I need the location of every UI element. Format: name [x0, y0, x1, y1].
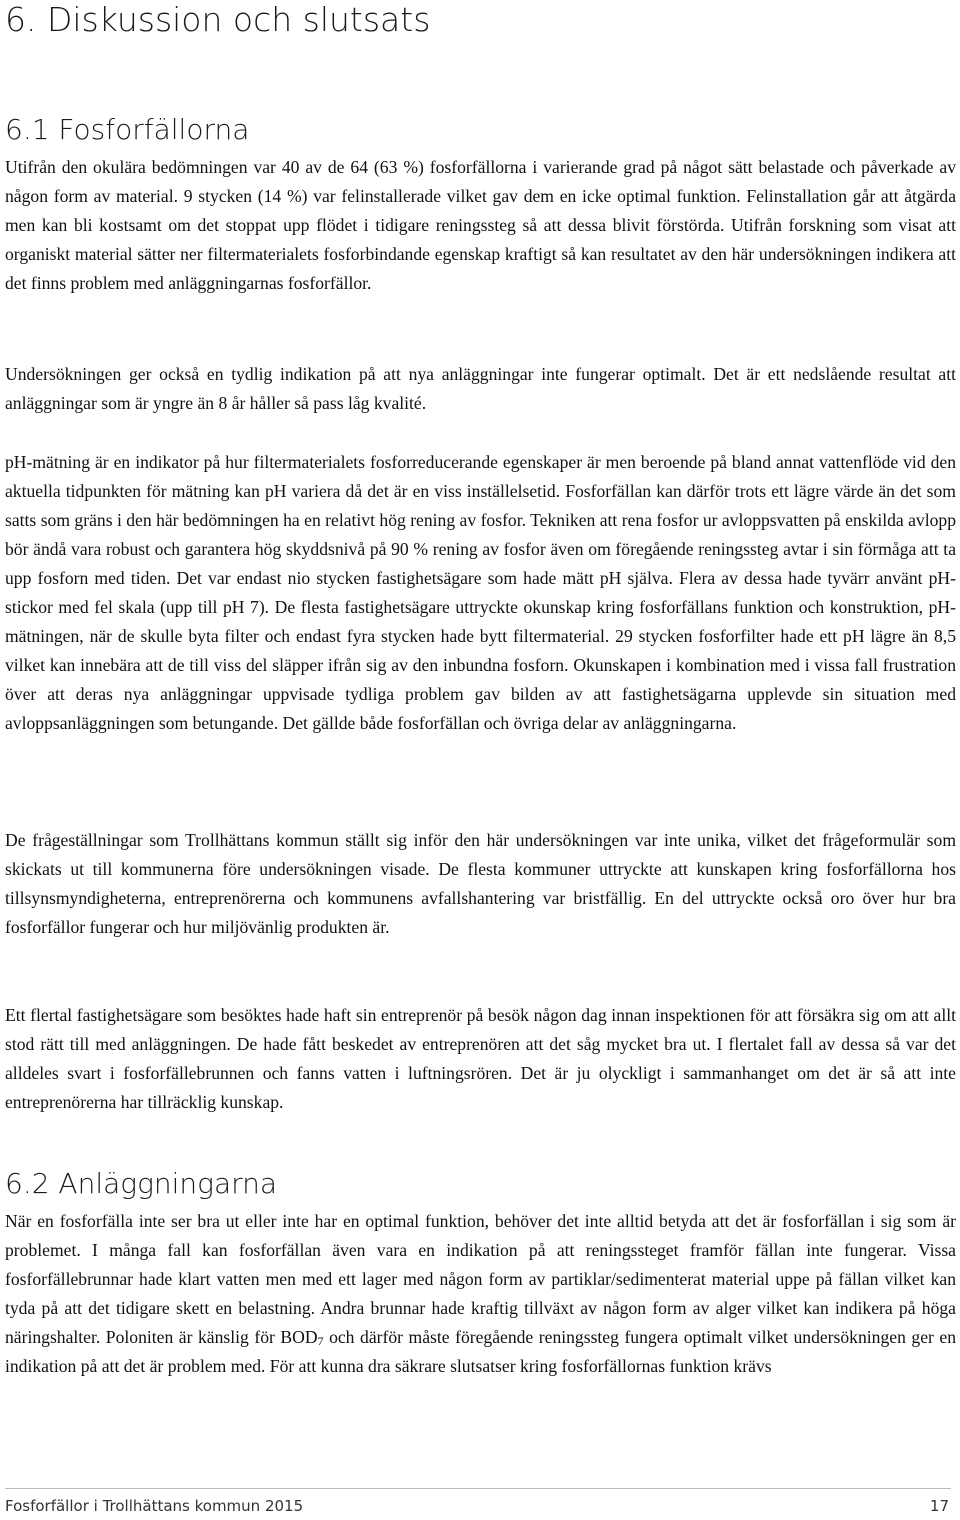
chapter-heading: 6. Diskussion och slutsats: [5, 0, 431, 39]
paragraph: Utifrån den okulära bedömningen var 40 av de 64 (63 %) fosforfällorna i varierande grad på något sätt belastade och påverkade av någon form av material. 9 stycken (14 %) var felinstallerade vilket gav dem en icke optimal funktion. Felinstallation går att åtgärda men kan bli kostsamt om det stoppat upp flödet i tidigare reningssteg så att dessa blivit förstörda. Utifrån forskning som visat att organiskt material sätter ner filtermaterialets fosforbindande egenskap kraftigt så kan resultatet av den här undersökningen indikera att det finns problem med anläggningarnas fosforfällor.: [5, 157, 956, 293]
paragraph-text: När en fosforfälla inte ser bra ut eller inte har en optimal funktion, behöver det inte alltid betyda att det är fosforfällan i sig som är problemet. I många fall kan fosforfällan även vara en indikation på att reningssteget framför fällan inte fungerar. Vissa fosforfällebrunnar hade klart vatten men med ett lager med någon form av partiklar/sedimenterat material uppe på fällan vilket kan tyda på att det tidigare skett en belastning. Andra brunnar hade kraftig tillväxt av någon form av alger vilket kan indikera på höga näringshalter. Poloniten är känslig för BOD: [5, 1211, 956, 1347]
footer-title: Fosforfällor i Trollhättans kommun 2015: [5, 1497, 304, 1515]
paragraph: pH-mätning är en indikator på hur filtermaterialets fosforreducerande egenskaper är men beroende på bland annat vattenflöde vid den aktuella tidpunkten för mätning kan pH variera då det är en viss inställelsetid. Fosforfällan kan därför trots ett lägre värde än det som satts som gräns i den här bedömningen ha en relativt hög rening av fosfor. Tekniken att rena fosfor ur avloppsvatten på enskilda avlopp bör ändå vara robust och garantera hög skyddsnivå på 90 % rening av fosfor även om föregående reningssteg avtar i sin förmåga att ta upp fosforn med tiden. Det var endast nio stycken fastighetsägare som hade mätt pH själva. Flera av dessa hade tyvärr använt pH-stickor med fel skala (upp till pH 7). De flesta fastighetsägare uttryckte okunskap kring fosforfällans funktion och konstruktion, pH-mätningen, när de skulle byta filter och endast fyra stycken hade bytt filtermaterial. 29 stycken fosforfilter hade ett pH lägre än 8,5 vilket kan innebära att de till viss del släpper ifrån sig av den inbundna fosforn. Okunskapen i kombination med i vissa fall frustration över att deras nya anläggningar uppvisade tydliga problem gav bilden av att fastighetsägarna upplevde sin situation med avloppsanläggningen som betungande. Det gällde både fosforfällan och övriga delar av anläggningarna.: [5, 452, 956, 733]
paragraph: [5, 1207, 956, 1381]
paragraph: Ett flertal fastighetsägare som besöktes hade haft sin entreprenör på besök någon dag innan inspektionen för att försäkra sig om att allt stod rätt till med anläggningen. De hade fått beskedet av entreprenören att det såg mycket bra ut. I flertalet fall av dessa så var det alldeles svart i fosforfällebrunnen och fanns vatten i luftningsrören. Det är ju olyckligt i sammanhanget om det är så att inte entreprenörerna har tillräcklig kunskap.: [5, 1005, 956, 1112]
paragraph-text: och därför måste föregående reningssteg fungera optimalt vilket undersökningen ger en indikation på att det är problem med. För att kunna dra säkrare slutsatser kring fosforfällornas funktion krävs: [5, 1327, 957, 1376]
paragraph: De frågeställningar som Trollhättans kommun ställt sig inför den här undersökningen var inte unika, vilket det frågeformulär som skickats ut till kommunerna före undersökningen visade. De flesta kommuner uttryckte att kunskapen kring fosforfällorna hos tillsynsmyndigheterna, entreprenörerna och kommunens avfallshantering var bristfällig. En del uttryckte också oro över hur bra fosforfällor fungerar och hur miljövänlig produkten är.: [5, 830, 956, 937]
subscript: 7: [317, 1334, 324, 1348]
paragraph: Undersökningen ger också en tydlig indikation på att nya anläggningar inte fungerar optimalt. Det är ett nedslående resultat att anläggningar som är yngre än 8 år håller så pass låg kvalité.: [5, 364, 956, 413]
section-heading-anlaggningarna: 6.2 Anläggningarna: [5, 1167, 278, 1200]
section-heading-fosforfallorna: 6.1 Fosforfällorna: [5, 113, 250, 146]
page-footer: [5, 1488, 951, 1520]
page-number: 17: [929, 1497, 949, 1515]
